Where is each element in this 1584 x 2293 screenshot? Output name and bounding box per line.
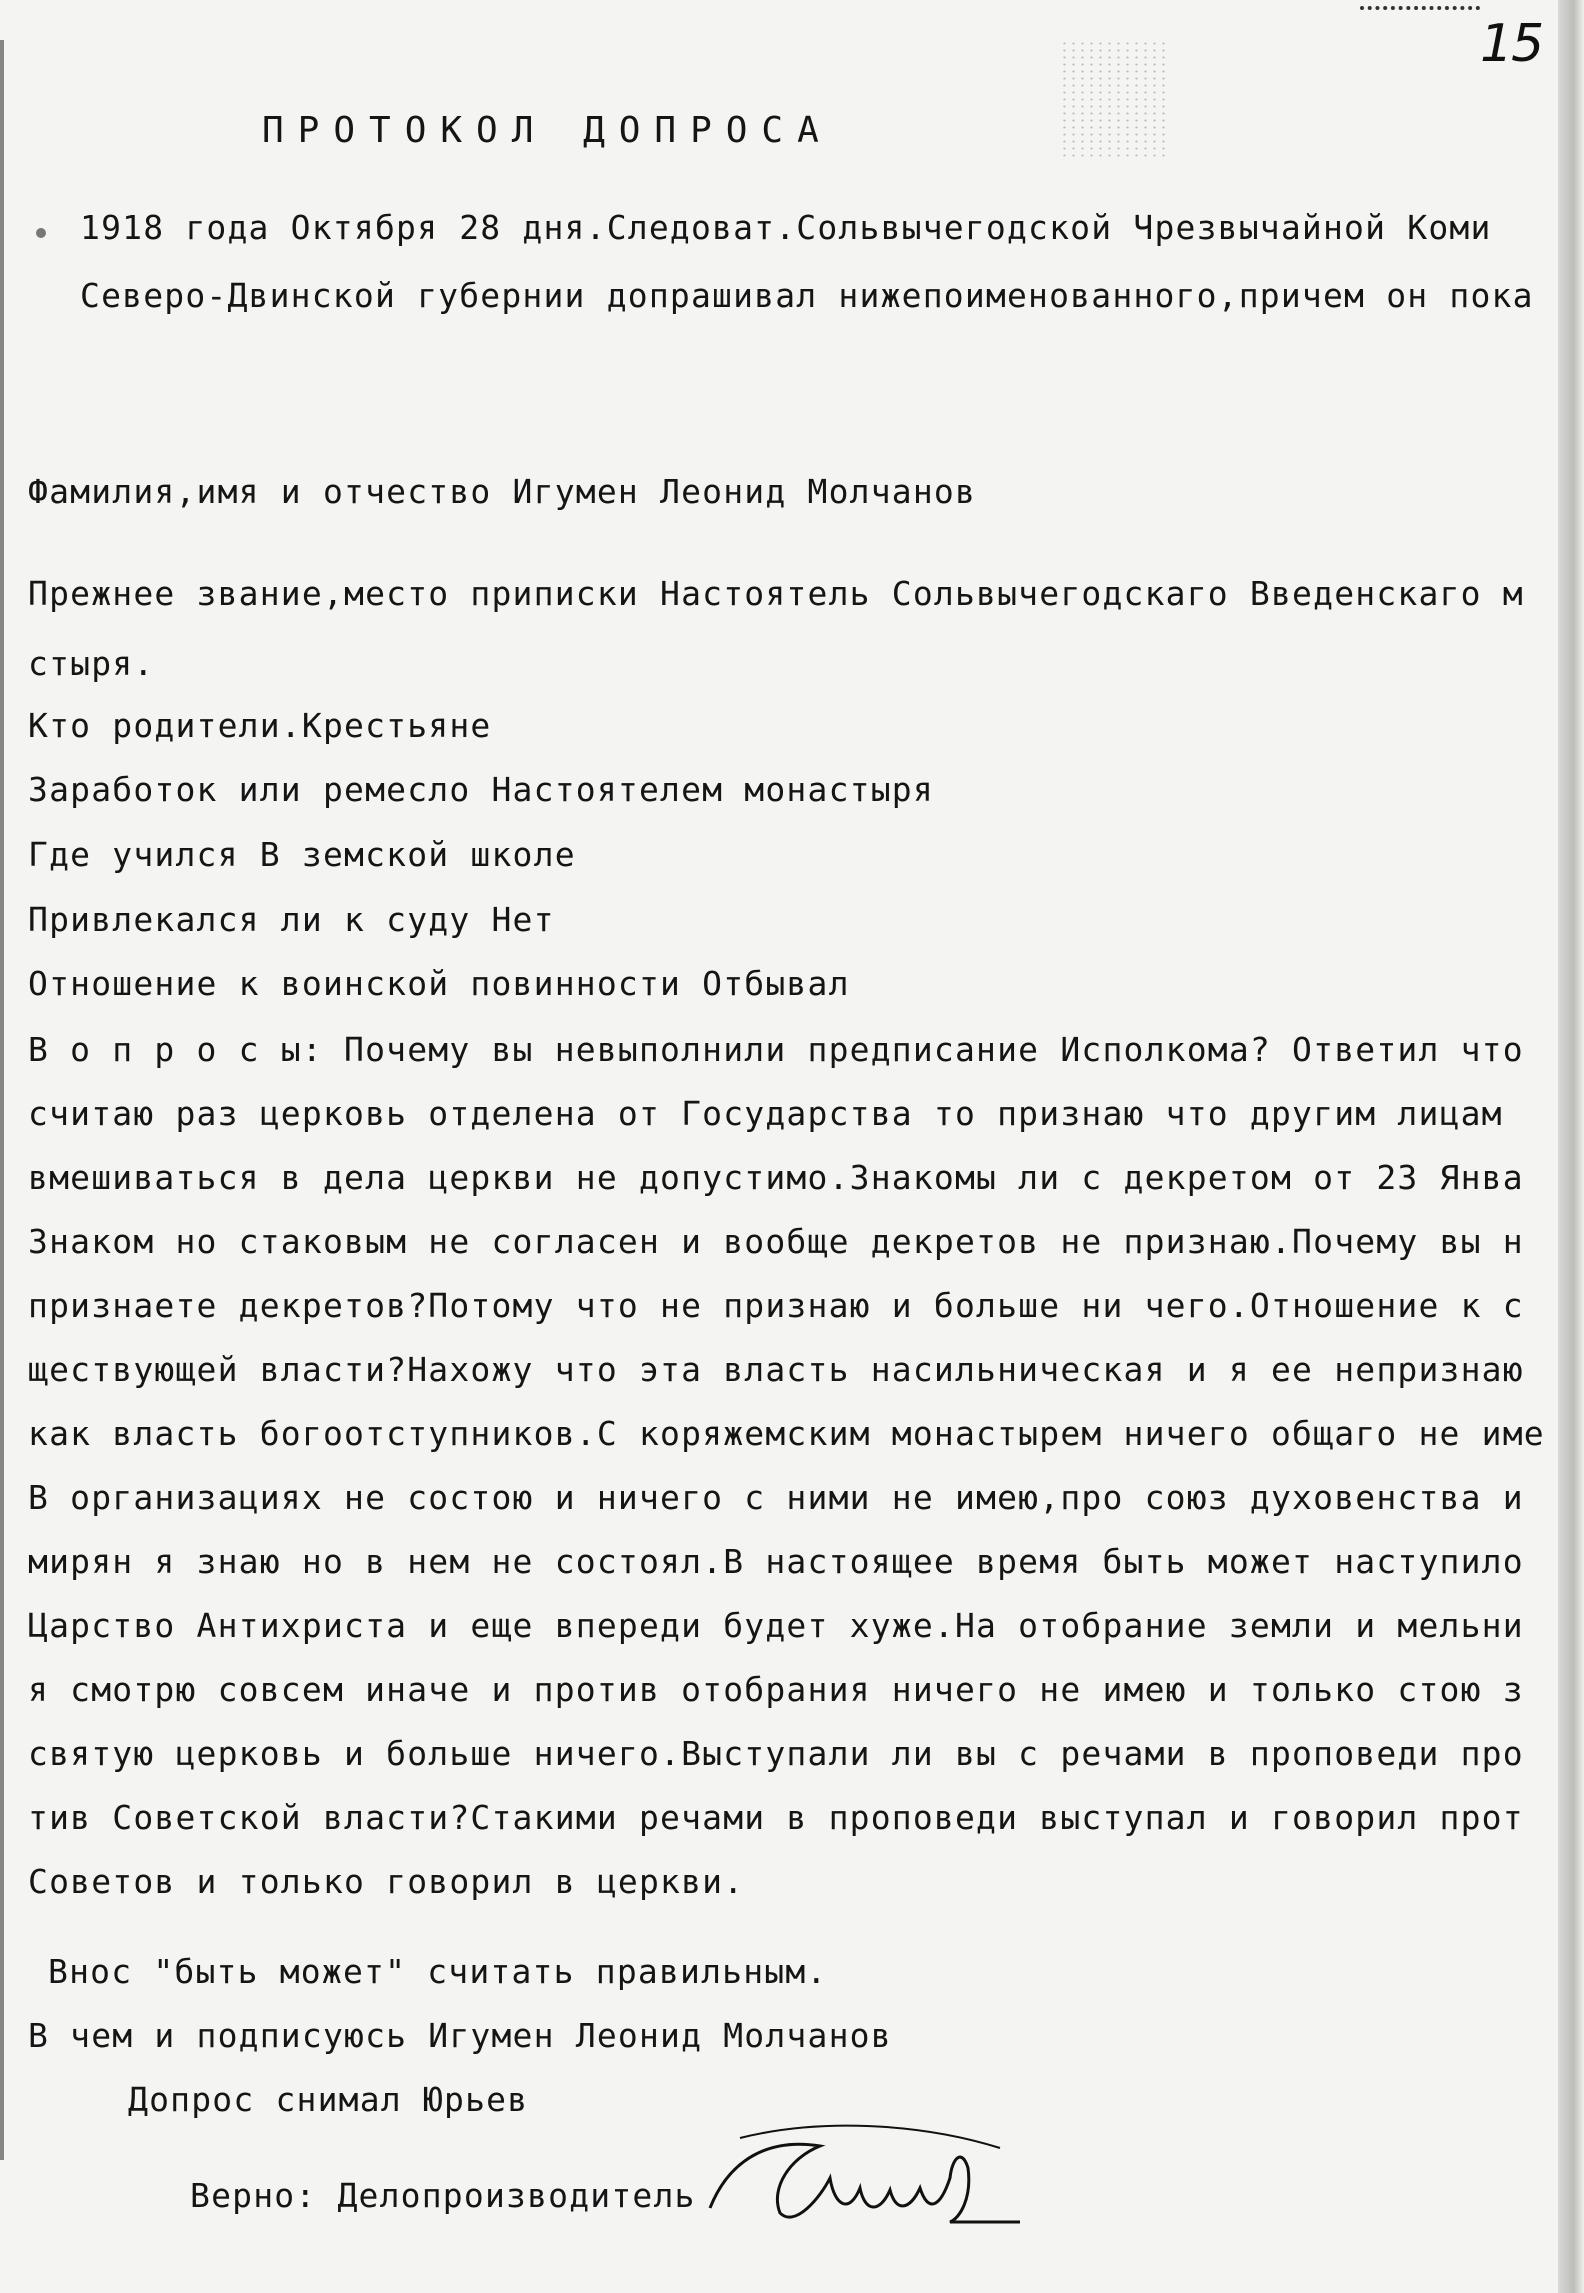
body-line-8: В организациях не состою и ничего с ними не имею,про союз духовенства и — [28, 1478, 1524, 1517]
page-number: 15 — [1480, 14, 1543, 74]
field-rank-cont: стыря. — [28, 644, 155, 683]
field-rank: Прежнее звание,место приписки Настоятель Сольвычегодскаго Введенскаго м — [28, 574, 1524, 613]
field-education: Где учился В земской школе — [28, 835, 576, 874]
corner-mark — [1360, 6, 1480, 18]
field-parents: Кто родители.Крестьяне — [28, 706, 492, 745]
body-line-9: мирян я знаю но в нем не состоял.В настоящее время быть может наступило — [28, 1542, 1524, 1581]
body-line-5: признаете декретов?Потому что не признаю и больше ни чего.Отношение к с — [28, 1286, 1524, 1325]
body-line-12: святую церковь и больше ничего.Выступали ли вы с речами в проповеди про — [28, 1734, 1524, 1773]
footer-certified: Верно: Делопроизводитель — [190, 2176, 696, 2215]
document-title: ПРОТОКОЛ ДОПРОСА — [262, 110, 833, 151]
footer-signed: В чем и подписуюсь Игумен Леонид Молчанов — [28, 2016, 892, 2055]
body-line-6: ществующей власти?Нахожу что эта власть насильническая и я ее непризнаю — [28, 1350, 1524, 1389]
field-prosecution: Привлекался ли к суду Нет — [28, 900, 555, 939]
body-line-7: как власть богоотступников.С коряжемским монастырем ничего общаго не име — [28, 1414, 1545, 1453]
scan-edge-right — [1558, 0, 1584, 2293]
header-line-1: 1918 года Октября 28 дня.Следоват.Сольвычегодской Чрезвычайной Коми — [80, 208, 1492, 247]
body-line-1: В о п р о с ы: Почему вы невыполнили предписание Исполкома? Ответил что — [28, 1030, 1524, 1069]
stamp-noise — [1060, 40, 1170, 160]
signature — [700, 2118, 1030, 2248]
field-occupation: Заработок или ремесло Настоятелем монастыря — [28, 770, 934, 809]
body-line-10: Царство Антихриста и еще впереди будет хуже.На отобрание земли и мельни — [28, 1606, 1524, 1645]
header-line-2: Северо-Двинской губернии допрашивал нижепоименованного,причем он пока — [80, 276, 1534, 315]
body-line-3: вмешиваться в дела церкви не допустимо.Знакомы ли с декретом от 23 Янва — [28, 1158, 1524, 1197]
margin-dot — [36, 228, 46, 238]
body-line-14: Советов и только говорил в церкви. — [28, 1862, 745, 1901]
footer-interrogator: Допрос снимал Юрьев — [128, 2080, 529, 2119]
scan-edge-left — [0, 40, 4, 2160]
body-line-2: считаю раз церковь отделена от Государства то признаю что другим лицам — [28, 1094, 1503, 1133]
body-line-11: я смотрю совсем иначе и против отобрания ничего не имею и только стою з — [28, 1670, 1524, 1709]
footer-correction: Внос "быть может" считать правильным. — [48, 1952, 828, 1991]
field-name: Фамилия,имя и отчество Игумен Леонид Молчанов — [28, 472, 977, 511]
body-line-4: Знаком но стаковым не согласен и вообще декретов не признаю.Почему вы н — [28, 1222, 1524, 1261]
body-line-13: тив Советской власти?Стакими речами в проповеди выступал и говорил прот — [28, 1798, 1524, 1837]
field-military: Отношение к воинской повинности Отбывал — [28, 964, 850, 1003]
